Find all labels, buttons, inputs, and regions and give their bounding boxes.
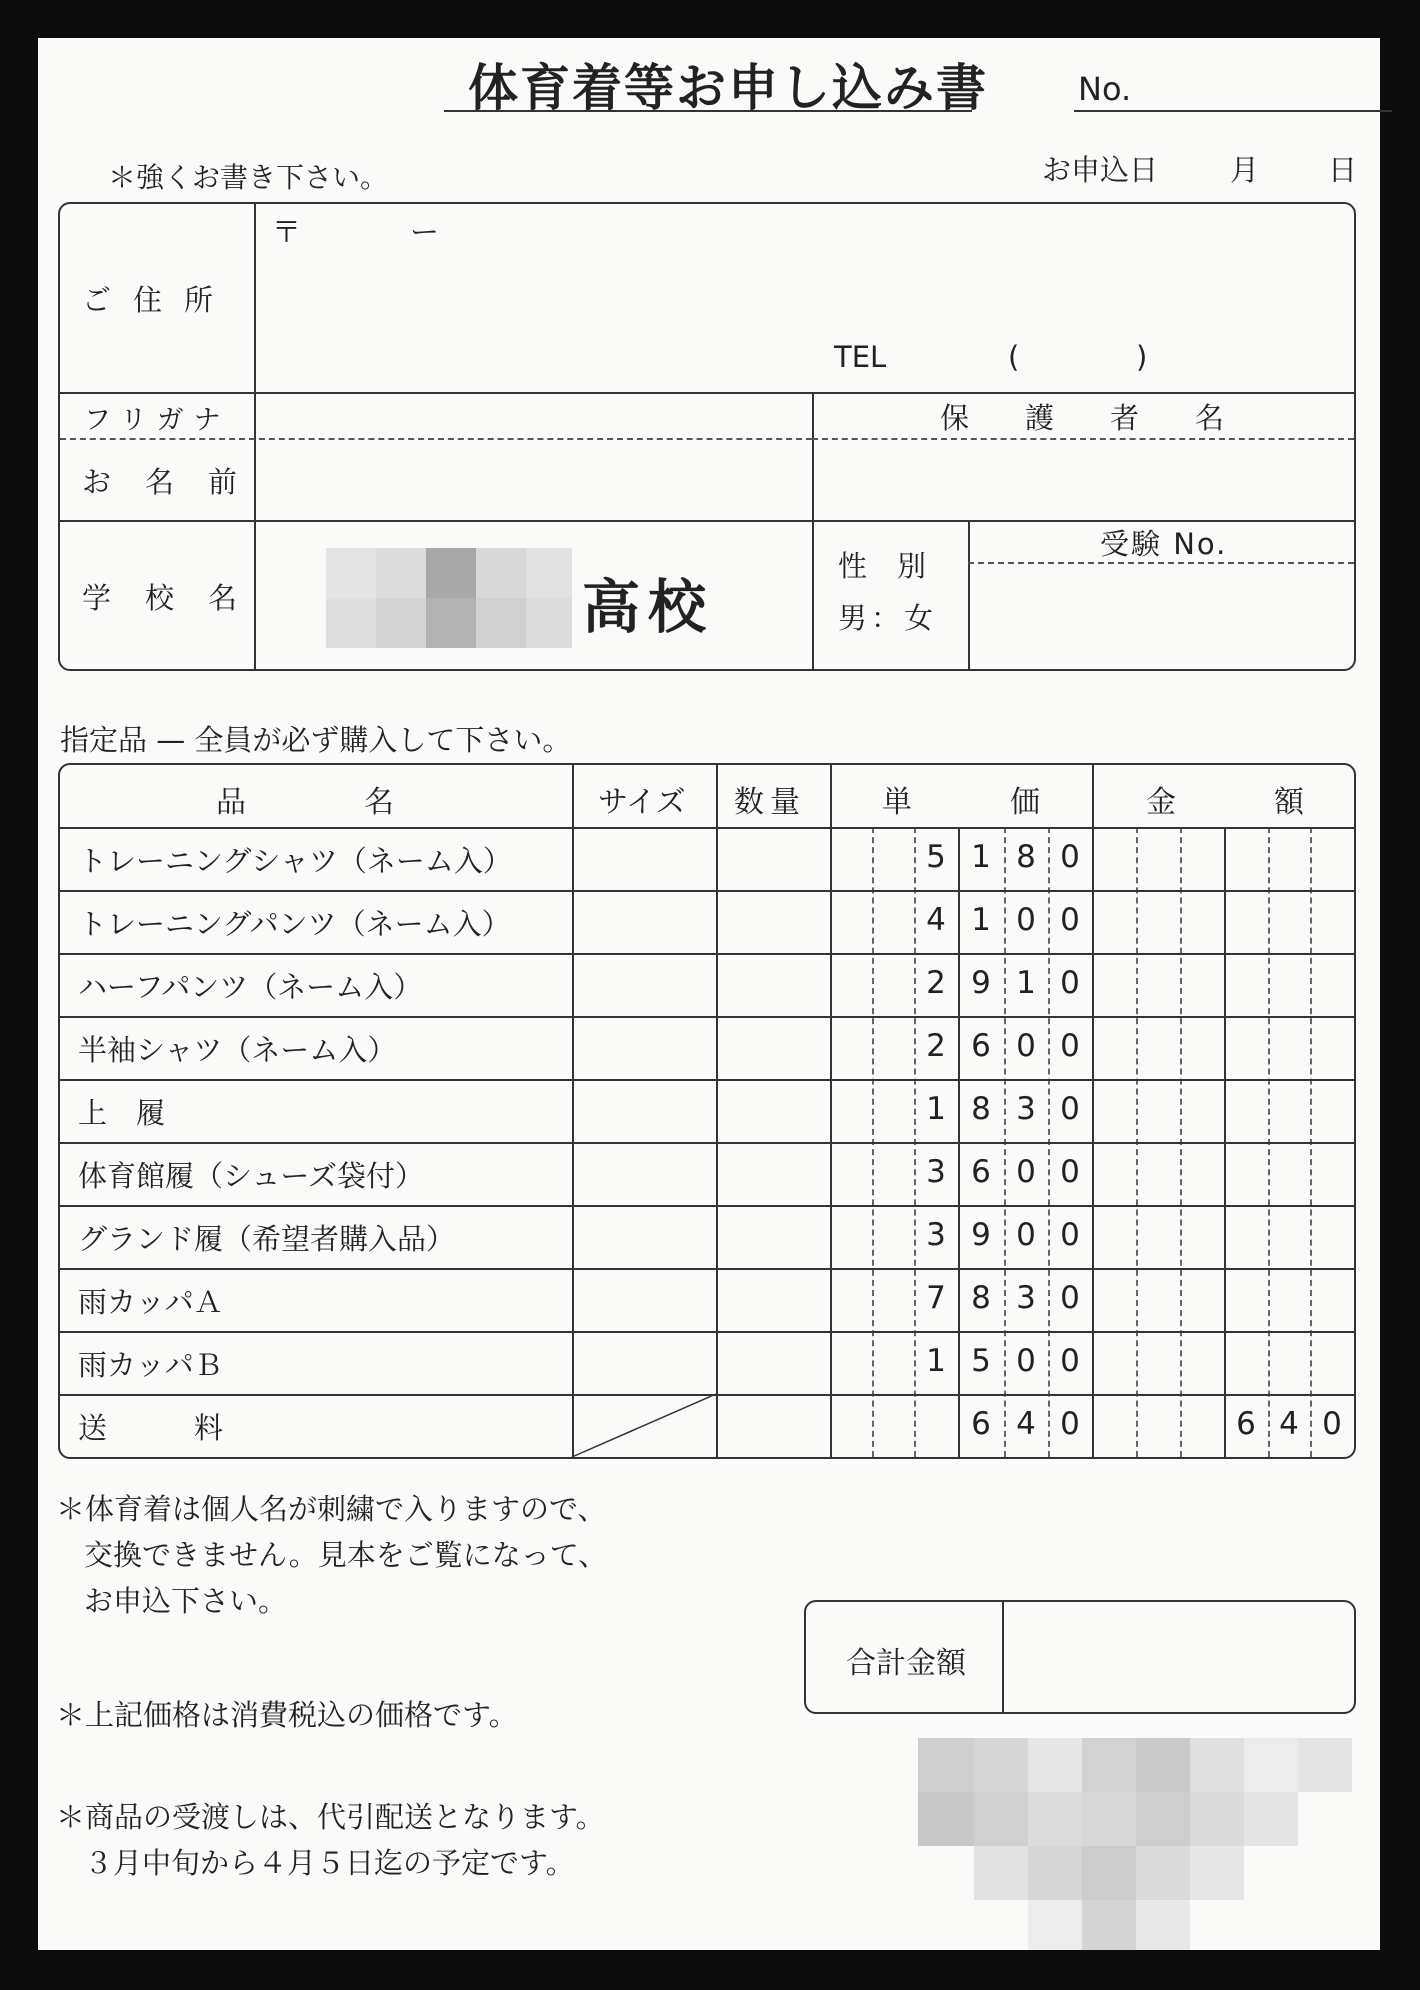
school-name-label: 学校名 <box>82 581 272 615</box>
name-label: お名前 <box>82 465 272 499</box>
item-name: 雨カッパＡ <box>78 1285 223 1319</box>
unit-price-digit: 5 <box>926 839 946 875</box>
tel-close-paren: ) <box>1136 340 1148 374</box>
title-underline <box>444 110 972 112</box>
items-table <box>58 763 1402 1459</box>
guardian-dashed-line <box>812 438 1354 440</box>
unit-price-digit: 0 <box>1060 1217 1080 1253</box>
unit-price-digit: 0 <box>1060 1343 1080 1379</box>
unit-price-digit: 6 <box>971 1028 991 1064</box>
unit-price-digit: 3 <box>926 1217 946 1253</box>
delivery-note-line1: ＊商品の受渡しは、代引配送となります。 <box>56 1800 605 1834</box>
gender-label: 性別 <box>838 549 957 583</box>
size-field[interactable] <box>574 829 714 888</box>
unit-price-digit: 7 <box>926 1280 946 1316</box>
unit-price-digit: 1 <box>971 839 991 875</box>
unit-price-digit: 4 <box>926 902 946 938</box>
name-field[interactable] <box>258 442 810 518</box>
quantity-field[interactable] <box>718 1270 828 1329</box>
unit-price-digit: 3 <box>1016 1280 1036 1316</box>
item-name: 半袖シャツ（ネーム入） <box>78 1033 397 1067</box>
exam-number-field[interactable] <box>972 566 1352 666</box>
unit-price-digit: 0 <box>1016 1343 1036 1379</box>
day-label: 日 <box>1328 153 1358 187</box>
postal-dash: ー <box>410 215 440 249</box>
unit-price-digit: 1 <box>1016 965 1036 1001</box>
size-field[interactable] <box>574 1144 714 1203</box>
redacted-school-name <box>326 548 572 648</box>
quantity-field[interactable] <box>718 1333 828 1392</box>
unit-price-digit: 1 <box>971 902 991 938</box>
item-name: トレーニングパンツ（ネーム入） <box>78 907 511 941</box>
unit-price-digit: 8 <box>971 1091 991 1127</box>
guardian-column-divider <box>812 392 814 669</box>
size-field[interactable] <box>574 1018 714 1077</box>
quantity-field[interactable] <box>718 1081 828 1140</box>
gender-column-divider <box>968 520 970 669</box>
tel-open-paren: ( <box>1008 340 1020 374</box>
size-field[interactable] <box>574 1333 714 1392</box>
form-title: 体育着等お申し込み書 <box>468 59 988 117</box>
header-amount: 金額 <box>1146 785 1402 820</box>
unit-price-digit: 0 <box>1060 902 1080 938</box>
shipping-size-diagonal <box>572 1394 716 1457</box>
item-name: 雨カッパＢ <box>78 1348 223 1382</box>
header-quantity: 数量 <box>734 785 806 820</box>
item-name: ハーフパンツ（ネーム入） <box>78 970 423 1004</box>
applicant-info-box <box>58 202 1356 671</box>
write-firmly-instruction: ＊強くお書き下さい。 <box>108 161 389 194</box>
amount-digit[interactable]: 6 <box>1236 1406 1256 1442</box>
unit-price-digit: 6 <box>971 1154 991 1190</box>
delivery-note-line2: ３月中旬から４月５日迄の予定です。 <box>84 1846 575 1880</box>
quantity-field[interactable] <box>718 1144 828 1203</box>
unit-price-digit: 0 <box>1060 1406 1080 1442</box>
unit-price-digit: 5 <box>971 1343 991 1379</box>
unit-price-digit: 0 <box>1060 1280 1080 1316</box>
unit-price-digit: 0 <box>1060 1154 1080 1190</box>
unit-price-digit: 9 <box>971 965 991 1001</box>
embroidery-note-line1: ＊体育着は個人名が刺繍で入りますので、 <box>56 1492 607 1526</box>
item-name: 体育館履（シューズ袋付） <box>78 1159 424 1193</box>
tax-note: ＊上記価格は消費税込の価格です。 <box>56 1698 518 1732</box>
unit-price-digit: 8 <box>1016 839 1036 875</box>
postal-mark: 〒 <box>272 215 302 249</box>
unit-price-digit: 0 <box>1060 965 1080 1001</box>
tel-label: TEL <box>834 340 887 374</box>
redacted-publisher-info <box>918 1738 1358 1950</box>
unit-price-digit: 3 <box>1016 1091 1036 1127</box>
item-name: 送 料 <box>78 1411 224 1445</box>
gender-options[interactable]: 男：女 <box>838 601 938 635</box>
furigana-label: フリガナ <box>84 405 231 436</box>
item-name: 上 履 <box>78 1096 166 1130</box>
guardian-name-label: 保護者名 <box>940 401 1281 435</box>
form-number-label: No. <box>1078 70 1132 108</box>
required-items-heading: 指定品 — 全員が必ず購入して下さい。 <box>60 723 572 757</box>
item-name: トレーニングシャツ（ネーム入） <box>78 844 512 878</box>
quantity-field[interactable] <box>718 1396 828 1455</box>
amount-digit[interactable]: 0 <box>1322 1406 1342 1442</box>
quantity-field[interactable] <box>718 1207 828 1266</box>
guardian-name-field[interactable] <box>816 442 1352 518</box>
school-suffix: 高校 <box>582 573 715 641</box>
unit-price-digit: 8 <box>971 1280 991 1316</box>
unit-price-digit: 4 <box>1016 1406 1036 1442</box>
embroidery-note-line2: 交換できません。見本をご覧になって、 <box>84 1538 608 1572</box>
embroidery-note-line3: お申込下さい。 <box>84 1584 288 1618</box>
quantity-field[interactable] <box>718 829 828 888</box>
month-label: 月 <box>1230 153 1260 187</box>
total-amount-box <box>804 1600 1356 1714</box>
unit-price-digit: 2 <box>926 1028 946 1064</box>
header-unit-price: 単価 <box>882 785 1138 820</box>
total-amount-label: 合計金額 <box>846 1646 966 1681</box>
delivery-note <box>56 1794 605 1886</box>
unit-price-digit: 1 <box>926 1091 946 1127</box>
unit-price-digit: 6 <box>971 1406 991 1442</box>
unit-price-digit: 0 <box>1016 1154 1036 1190</box>
application-date-label: お申込日 <box>1042 153 1159 187</box>
size-field[interactable] <box>574 892 714 951</box>
unit-price-digit: 1 <box>926 1343 946 1379</box>
exam-number-label: 受験 No. <box>1100 527 1228 561</box>
amount-digit[interactable]: 4 <box>1279 1406 1299 1442</box>
unit-price-digit: 0 <box>1016 1217 1036 1253</box>
furigana-field[interactable] <box>258 394 810 436</box>
unit-price-digit: 0 <box>1060 1091 1080 1127</box>
item-name: グランド履（希望者購入品） <box>78 1222 456 1256</box>
order-form-sheet <box>38 38 1402 1950</box>
form-number-field[interactable] <box>1074 110 1392 112</box>
header-item-name: 品名 <box>216 785 512 820</box>
size-field[interactable] <box>574 1207 714 1266</box>
unit-price-digit: 0 <box>1016 1028 1036 1064</box>
total-divider <box>1002 1602 1004 1712</box>
address-field[interactable] <box>260 244 1340 344</box>
unit-price-digit: 0 <box>1060 1028 1080 1064</box>
unit-price-digit: 9 <box>971 1217 991 1253</box>
furigana-dashed-line <box>60 438 812 440</box>
size-field[interactable] <box>574 1270 714 1329</box>
header-size: サイズ <box>598 785 686 820</box>
quantity-field[interactable] <box>718 1018 828 1077</box>
quantity-field[interactable] <box>718 892 828 951</box>
quantity-field[interactable] <box>718 955 828 1014</box>
size-field[interactable] <box>574 1081 714 1140</box>
unit-price-digit: 2 <box>926 965 946 1001</box>
address-label: ご住所 <box>82 283 236 317</box>
size-field[interactable] <box>574 955 714 1014</box>
col-line-price <box>1092 765 1094 1457</box>
col-line-qty <box>830 765 832 1457</box>
unit-price-digit: 0 <box>1060 839 1080 875</box>
embroidery-note <box>56 1486 607 1624</box>
unit-price-digit: 3 <box>926 1154 946 1190</box>
total-amount-field[interactable] <box>1006 1606 1346 1706</box>
unit-price-digit: 0 <box>1016 902 1036 938</box>
